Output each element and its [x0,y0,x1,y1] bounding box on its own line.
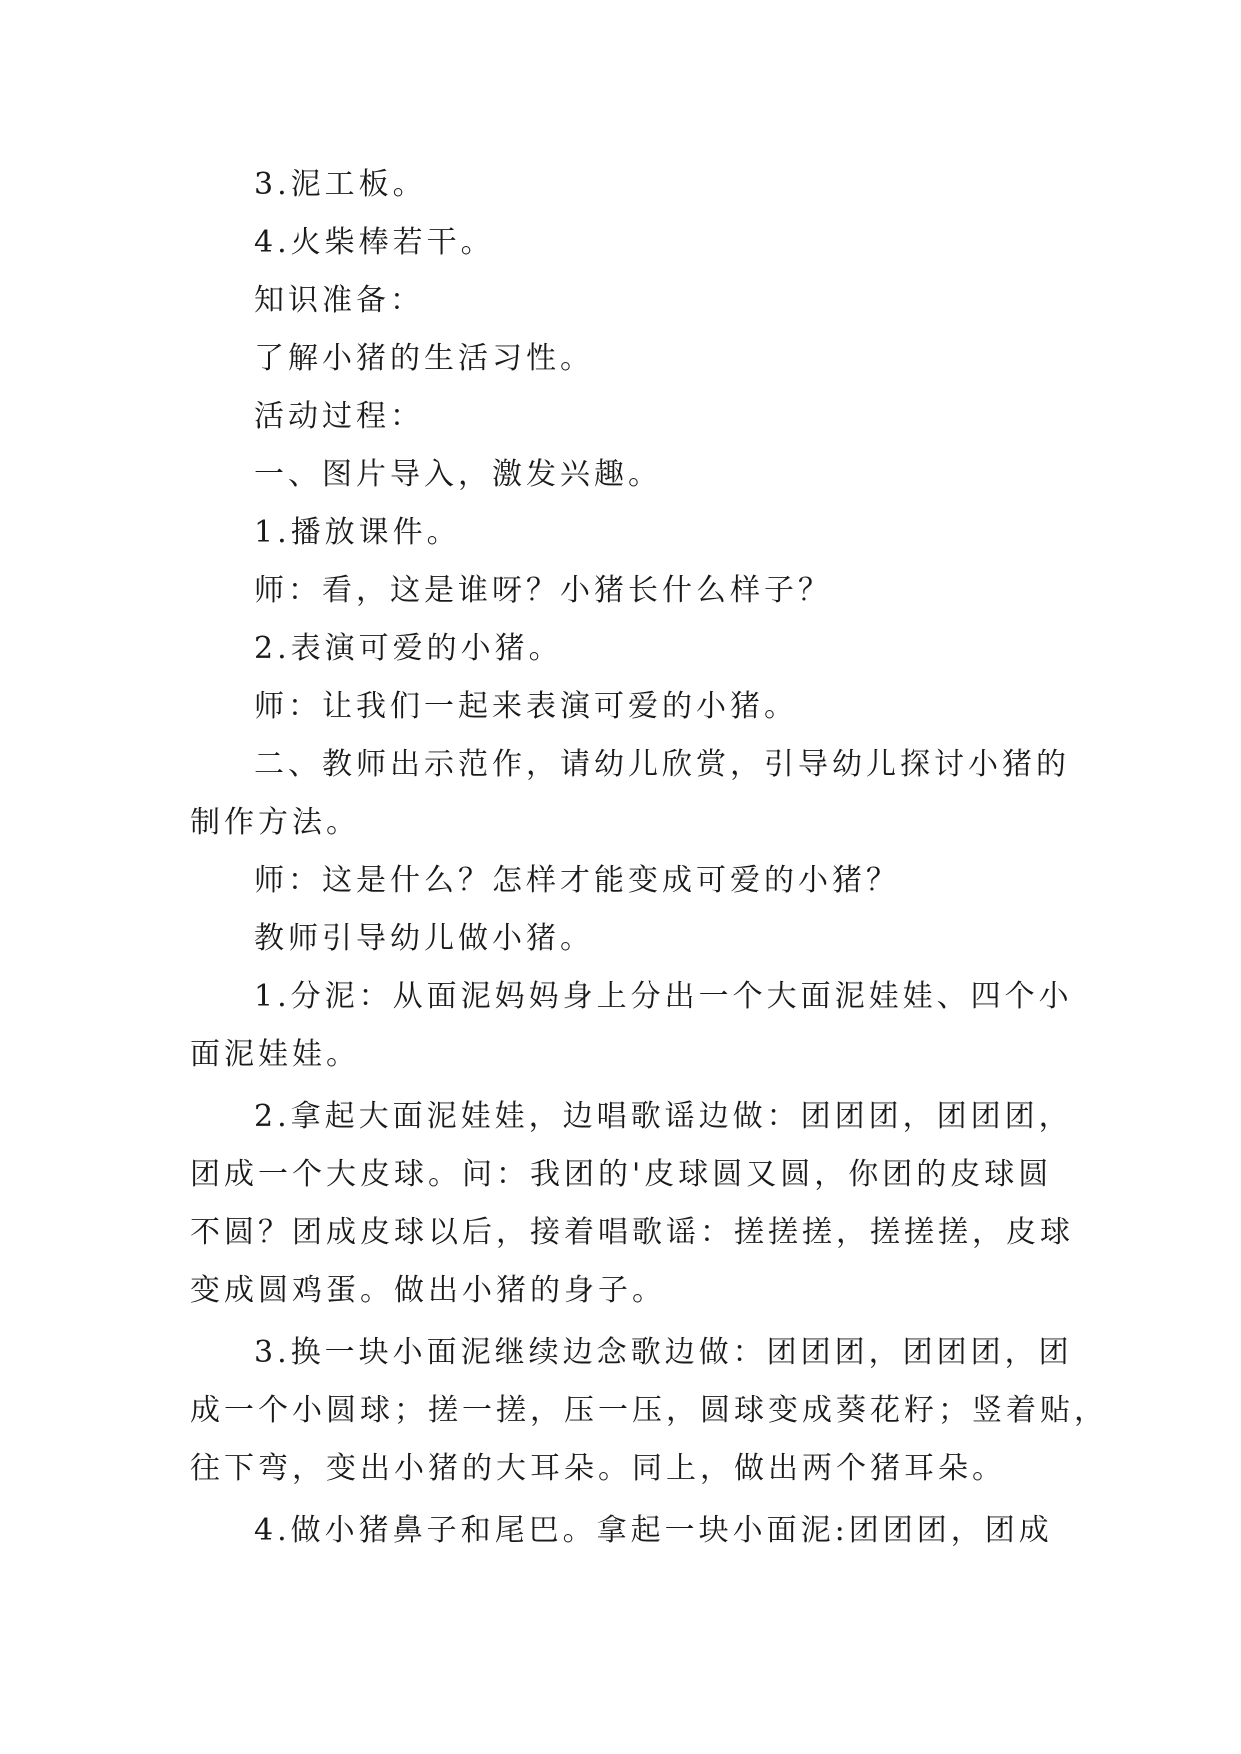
section-heading: 活动过程： [254,399,424,434]
list-item: 3.泥工板。 [254,167,427,202]
paragraph: 教师引导幼儿做小猪。 [254,921,594,956]
list-item: 2.表演可爱的小猪。 [254,631,563,666]
paragraph: 师：让我们一起来表演可爱的小猪。 [254,689,798,724]
section-heading: 一、图片导入，激发兴趣。 [254,457,662,492]
section-heading: 二、教师出示范作，请幼儿欣赏，引导幼儿探讨小猪的 [254,747,1070,782]
paragraph-continuation: 制作方法。 [190,805,360,840]
paragraph-continuation: 团成一个大皮球。问：我团的'皮球圆又圆，你团的皮球圆 [190,1157,1053,1192]
list-item: 4.火柴棒若干。 [254,225,495,260]
list-item: 2.拿起大面泥娃娃，边唱歌谣边做：团团团，团团团， [254,1099,1073,1134]
list-item: 3.换一块小面泥继续边念歌边做：团团团，团团团，团 [254,1335,1073,1370]
paragraph-continuation: 不圆？团成皮球以后，接着唱歌谣：搓搓搓，搓搓搓，皮球 [190,1215,1074,1250]
paragraph-continuation: 成一个小圆球；搓一搓，压一压，圆球变成葵花籽；竖着贴， [190,1393,1108,1428]
paragraph-continuation: 变成圆鸡蛋。做出小猪的身子。 [190,1273,666,1308]
paragraph: 师：看，这是谁呀？小猪长什么样子？ [254,573,832,608]
paragraph-continuation: 面泥娃娃。 [190,1037,360,1072]
list-item: 1.分泥：从面泥妈妈身上分出一个大面泥娃娃、四个小 [254,979,1073,1014]
section-heading: 知识准备： [254,283,424,318]
paragraph: 了解小猪的生活习性。 [254,341,594,376]
paragraph-continuation: 往下弯，变出小猪的大耳朵。同上，做出两个猪耳朵。 [190,1451,1006,1486]
document-body [190,156,1108,1560]
list-item: 1.播放课件。 [254,515,461,550]
list-item: 4.做小猪鼻子和尾巴。拿起一块小面泥:团团团，团成 [254,1513,1053,1548]
paragraph: 师：这是什么？怎样才能变成可爱的小猪？ [254,863,900,898]
